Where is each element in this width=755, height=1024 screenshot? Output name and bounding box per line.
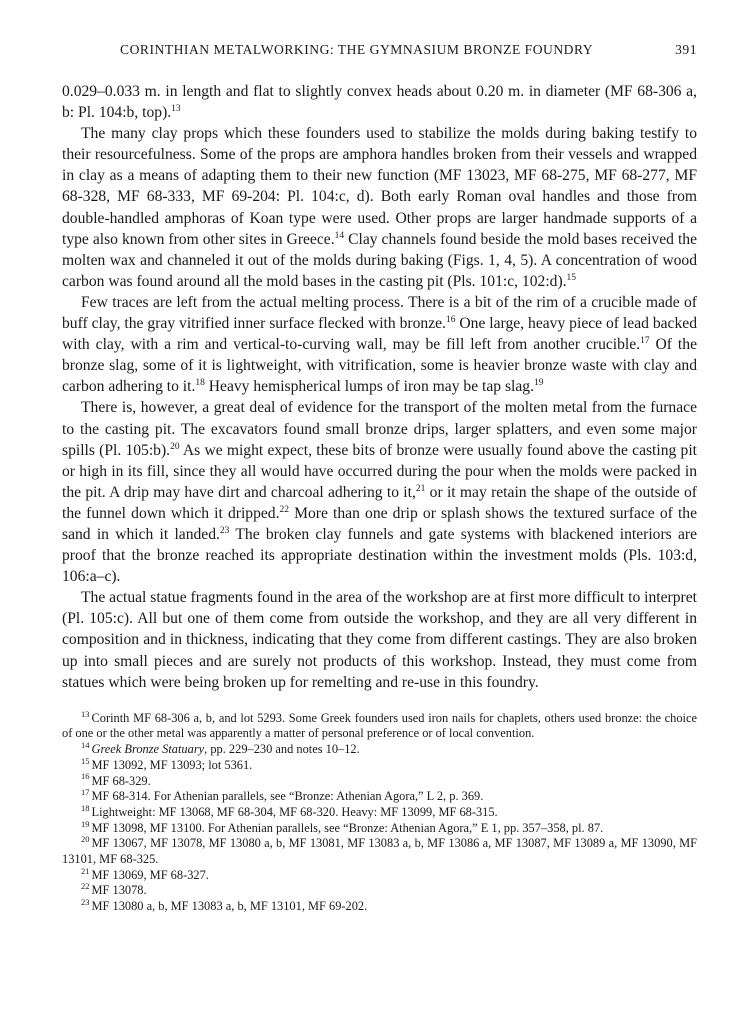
paragraph-text: As we might expect, these bits of bronze were usually found above the casting pit or high in its fill, since they all would have occurred during the pour when the molds were packed in the pit. A drip may have dirt and charcoal adhering to it, <box>62 441 697 501</box>
footnote <box>62 818 697 837</box>
footnote-reference: 21 <box>415 483 426 494</box>
footnotes <box>62 708 697 915</box>
page-number: 391 <box>675 42 697 57</box>
footnote-reference: 23 <box>219 525 230 536</box>
paragraph-text: 0.029–0.033 m. in length and flat to slightly convex heads about 0.20 m. in diameter (MF 68-306 a, b: Pl. 104:b, top). <box>62 83 697 122</box>
footnote <box>62 899 697 915</box>
footnote-number: 20 <box>81 834 90 845</box>
paragraph <box>62 292 697 397</box>
paragraph-text: Clay channels found beside the mold bases received the molten wax and channeled it out of the molds during baking (Figs. 1, 4, 5). A concentration of wood carbon was found around all the mold bases in the casting pit (Pls. 101:c, 102:d). <box>62 230 697 290</box>
footnote-reference: 20 <box>170 441 180 452</box>
paragraph <box>62 587 697 692</box>
footnote-reference: 17 <box>640 335 650 346</box>
paragraph <box>62 81 697 123</box>
footnote-number: 21 <box>81 865 90 876</box>
footnote-text: , pp. 229–230 and notes 10–12. <box>204 742 360 757</box>
footnote-reference: 14 <box>334 230 345 241</box>
paragraph-text: There is, however, a great deal of evidence for the transport of the molten metal from the furnace to the casting pit. The excavators found small bronze drips, larger splatters, and even some major spills (Pl. 105:b). <box>62 399 697 459</box>
running-head <box>62 42 697 64</box>
running-title: CORINTHIAN METALWORKING: THE GYMNASIUM BRONZE FOUNDRY <box>120 42 594 57</box>
footnote-reference: 18 <box>195 378 205 389</box>
body-text <box>62 81 697 693</box>
footnote-text: MF 13092, MF 13093; lot 5361. <box>91 757 253 772</box>
footnote-number: 18 <box>81 802 90 813</box>
paragraph-text: Of the bronze slag, some of it is lightweight, with vitrification, some is heavier bronze waste with clay and carbon adhering to it. <box>62 336 697 396</box>
paragraph-text: Few traces are left from the actual melting process. There is a bit of the rim of a crucible made of buff clay, the gray vitrified inner surface flecked with bronze. <box>62 293 697 333</box>
paragraph-text: The broken clay funnels and gate systems with blackened interiors are proof that the bronze reached its appropriate destination within the investment molds (Pls. 103:d, 106:a–c). <box>62 525 698 586</box>
footnote <box>62 755 697 774</box>
footnote-number: 15 <box>81 755 90 766</box>
paragraph <box>62 123 697 292</box>
footnote <box>62 742 697 758</box>
paragraph-text: Heavy hemispherical lumps of iron may be tap slag. <box>204 378 534 396</box>
footnote-number: 22 <box>81 881 90 892</box>
footnote-text: Lightweight: MF 13068, MF 68-304, MF 68-320. Heavy: MF 13099, MF 68-315. <box>91 804 498 819</box>
paragraph-text: One large, heavy piece of lead backed with clay, with a rim and vertical-to-curving wall, may be fill left from another crucible. <box>62 315 697 354</box>
footnote <box>62 836 697 867</box>
paragraph <box>62 397 697 587</box>
footnote <box>62 708 697 742</box>
footnote-reference: 19 <box>534 378 544 389</box>
footnote-text: MF 13078. <box>91 883 147 898</box>
footnote <box>62 771 697 790</box>
paragraph-text: or it may retain the shape of the outside of the funnel down which it dripped. <box>62 483 697 522</box>
footnote <box>62 789 697 805</box>
page <box>62 42 697 915</box>
paragraph-text: More than one drip or splash shows the textured surface of the sand in which it landed. <box>62 504 698 543</box>
footnote <box>62 883 697 899</box>
footnote-reference: 16 <box>445 314 456 325</box>
footnote-number: 16 <box>81 771 90 782</box>
footnote-text: MF 68-314. For Athenian parallels, see “Bronze: Athenian Agora,” L 2, p. 369. <box>91 789 484 804</box>
footnote-reference: 13 <box>171 103 181 114</box>
paragraph-text: The actual statue fragments found in the area of the workshop are at first more difficult to interpret (Pl. 105:c). All but one of them come from outside the workshop, and they are all very different in composition and in thickness, indicating that they come from different castings. They are also broken up into small pieces and are surely not products of this workshop. Instead, they must come from statues which were being broken up for remelting and re-use in this foundry. <box>62 589 697 691</box>
footnote-text: MF 13098, MF 13100. For Athenian parallels, see “Bronze: Athenian Agora,” E 1, pp. 357–358, pl. 87. <box>91 820 604 835</box>
footnote-title: Greek Bronze Statuary <box>91 742 205 757</box>
footnote-reference: 22 <box>279 504 290 515</box>
footnote-text: Corinth MF 68-306 a, b, and lot 5293. Some Greek founders used iron nails for chaplets, others used bronze: the choice of one or the other metal was apparently a matter of personal preference or of local convention. <box>62 710 697 741</box>
footnote <box>62 865 697 884</box>
footnote-number: 19 <box>81 818 90 829</box>
footnote-text: MF 68-329. <box>91 773 151 788</box>
footnote-number: 13 <box>81 708 90 719</box>
footnote-text: MF 13069, MF 68-327. <box>91 867 209 882</box>
paragraph-text: The many clay props which these founders used to stabilize the molds during baking testify to their resourcefulness. Some of the props are amphora handles broken from their vessels and wrapped in clay as a means of adapting them to their new function (MF 13023, MF 68-275, MF 68-277, MF 68-328, MF 68-333, MF 69-204: Pl. 104:c, d). Both early Roman oval handles and those from double-handled amphoras of Koan type were used. Other props are larger handmade supports of a type also known from other sites in Greece. <box>62 125 697 248</box>
footnote <box>62 802 697 821</box>
footnote-number: 17 <box>81 787 90 798</box>
footnote-text: MF 13080 a, b, MF 13083 a, b, MF 13101, MF 69-202. <box>91 899 368 914</box>
footnote-text: MF 13067, MF 13078, MF 13080 a, b, MF 13081, MF 13083 a, b, MF 13086 a, MF 13087, MF 13089 a, MF 13090, MF 13101, MF 68-325. <box>62 836 697 867</box>
footnote-reference: 15 <box>566 272 577 283</box>
footnote-number: 23 <box>81 897 90 908</box>
footnote-number: 14 <box>81 740 90 750</box>
